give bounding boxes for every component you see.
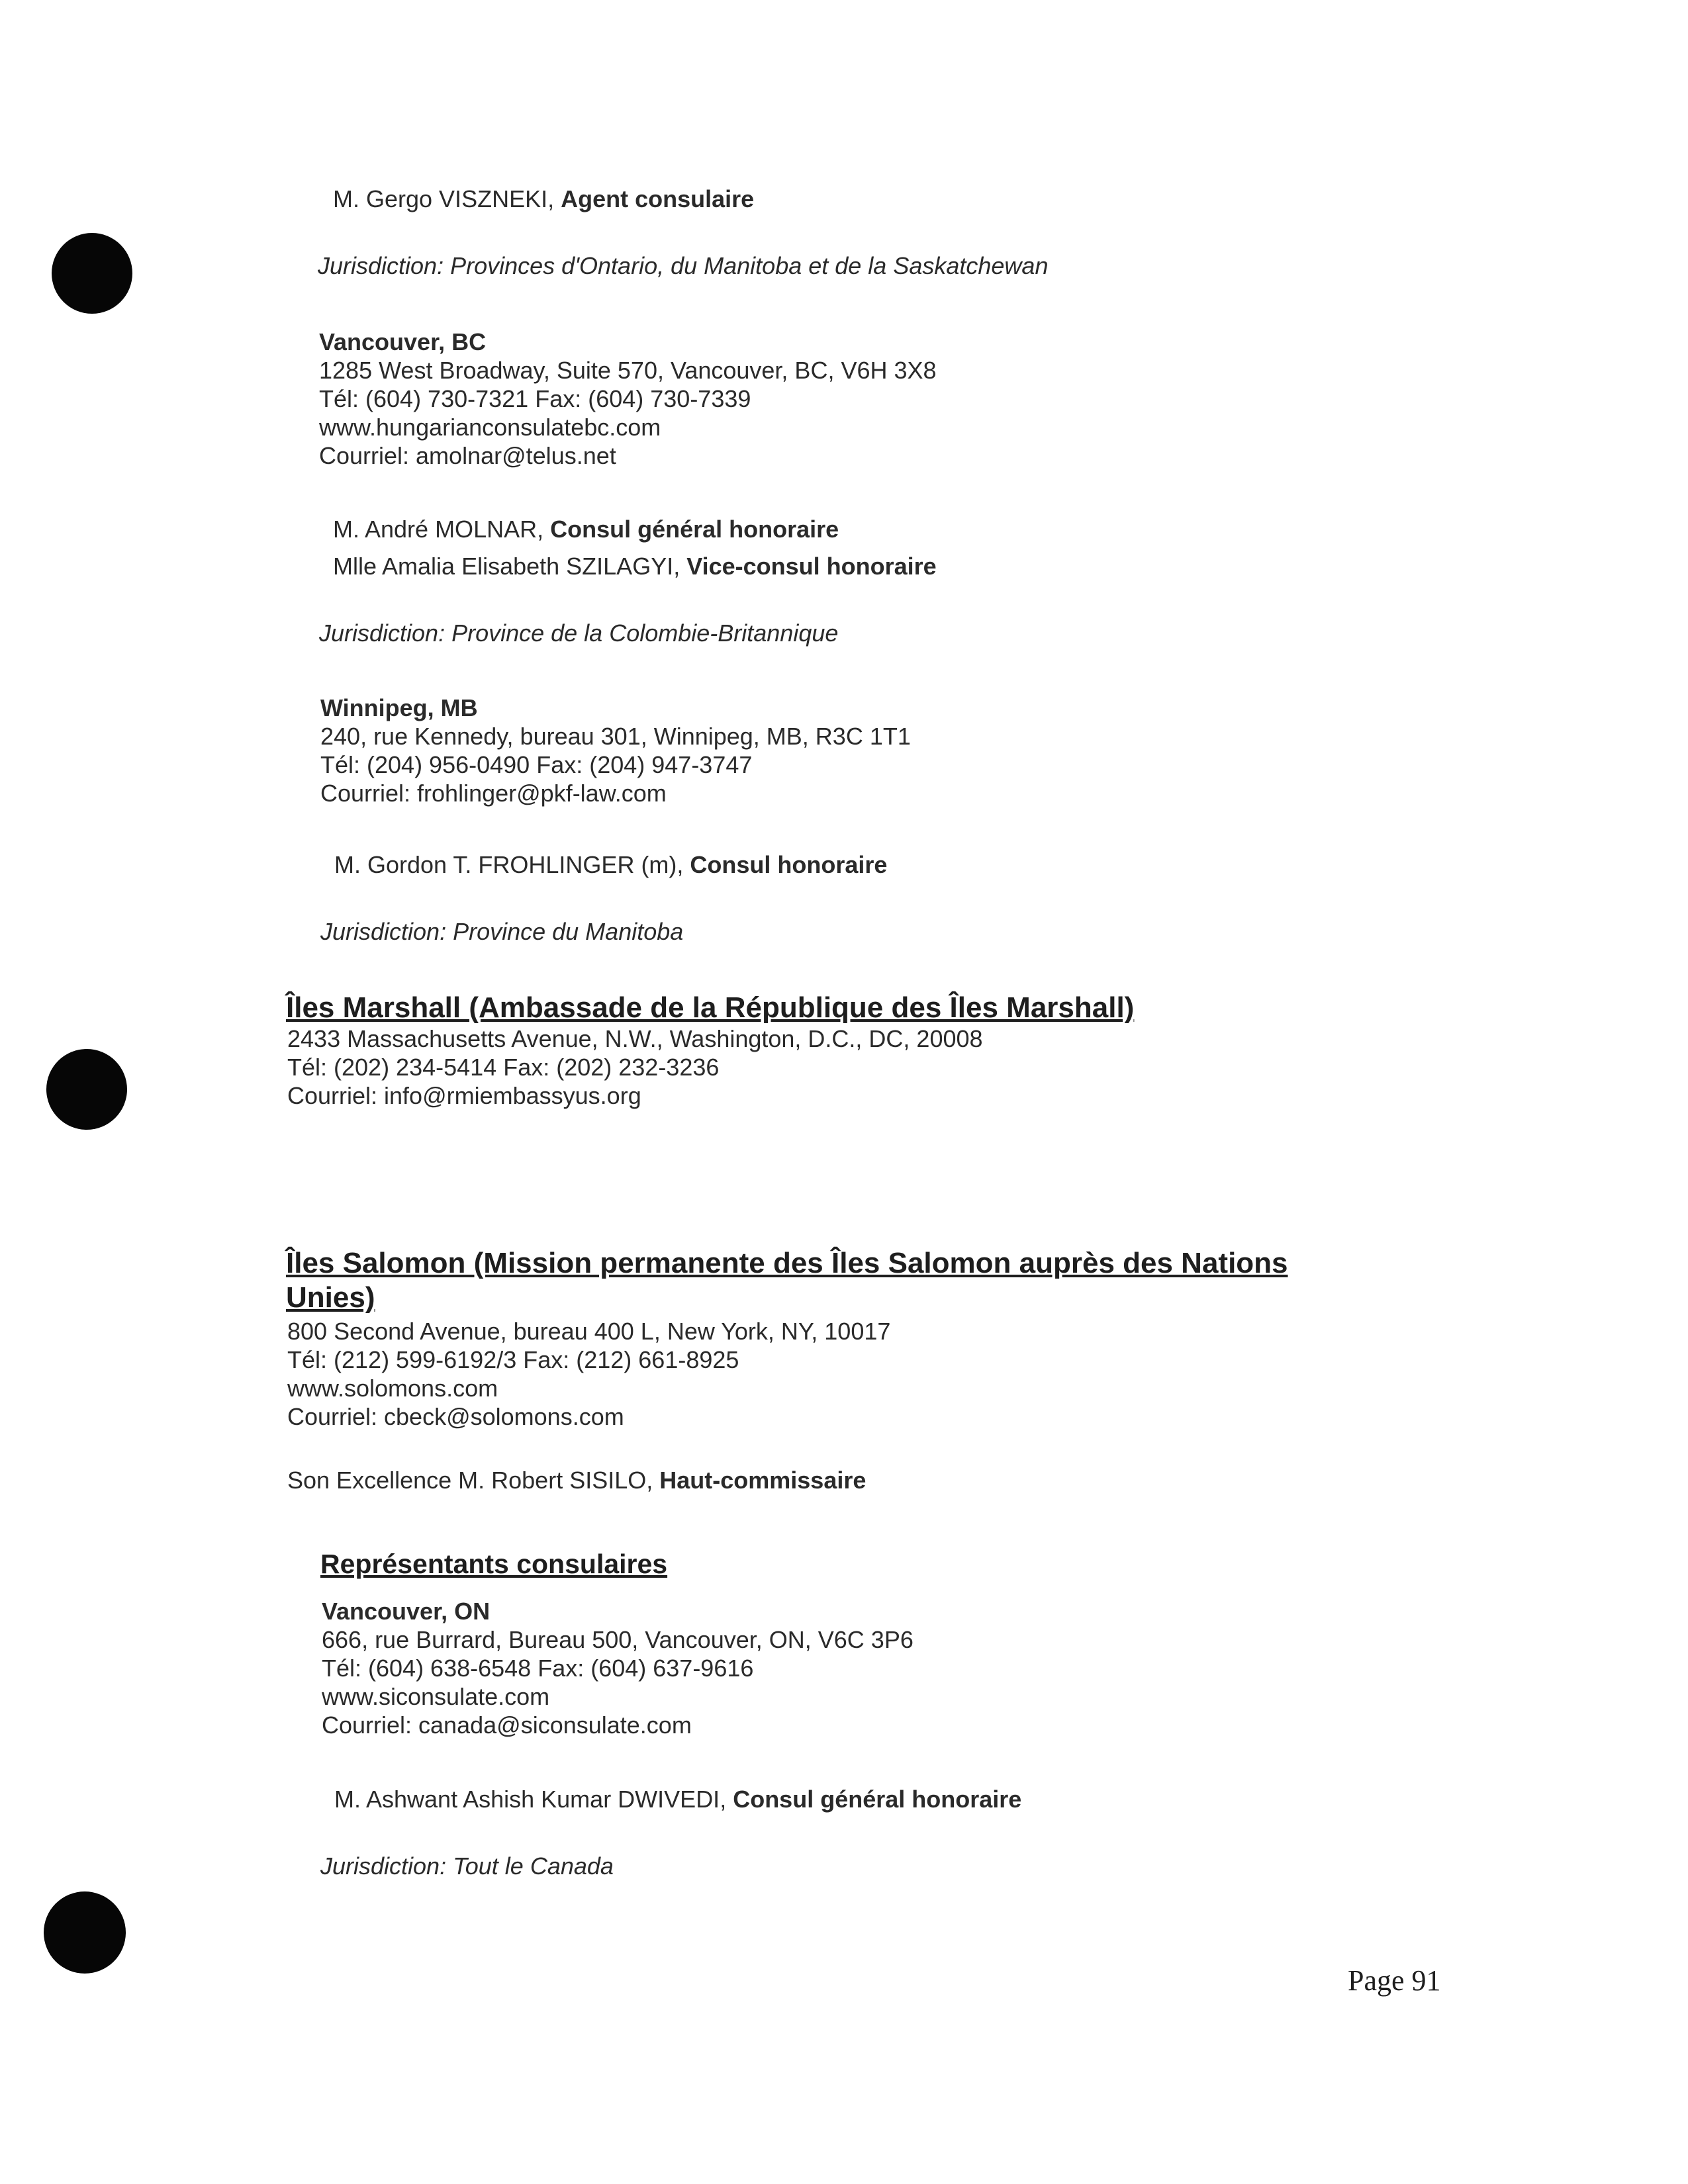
consul-honoraire-line <box>334 850 887 879</box>
vice-consul-line <box>333 552 937 580</box>
heading-line-1: Îles Salomon (Mission permanente des Îles Salomon auprès des Nations <box>286 1247 1288 1279</box>
heading-line-2: Unies) <box>286 1281 375 1314</box>
jurisdiction-ontario: Jurisdiction: Provinces d'Ontario, du Manitoba et de la Saskatchewan <box>318 252 1049 279</box>
person-title: Consul honoraire <box>690 851 888 878</box>
person-title: Vice-consul honoraire <box>686 553 937 580</box>
high-commissioner-line <box>287 1466 866 1494</box>
phone-fax: Tél: (604) 730-7321 Fax: (604) 730-7339 <box>319 385 751 412</box>
email[interactable]: Courriel: frohlinger@pkf-law.com <box>320 780 667 807</box>
email[interactable]: Courriel: canada@siconsulate.com <box>322 1711 692 1739</box>
solomon-consulate-block <box>322 1597 914 1739</box>
person-title: Consul général honoraire <box>733 1786 1022 1813</box>
city-heading: Vancouver, BC <box>319 328 487 355</box>
person-name: M. André MOLNAR, <box>333 516 551 543</box>
jurisdiction-manitoba: Jurisdiction: Province du Manitoba <box>320 918 684 945</box>
address: 666, rue Burrard, Bureau 500, Vancouver, ON, V6C 3P6 <box>322 1626 914 1653</box>
agent-title: Agent consulaire <box>561 185 755 212</box>
address: 1285 West Broadway, Suite 570, Vancouver, BC, V6H 3X8 <box>319 357 937 384</box>
agent-line <box>333 185 754 213</box>
website-link[interactable]: www.hungarianconsulatebc.com <box>319 414 661 441</box>
phone-fax: Tél: (212) 599-6192/3 Fax: (212) 661-8925 <box>287 1346 739 1373</box>
email[interactable]: Courriel: cbeck@solomons.com <box>287 1403 624 1430</box>
phone-fax: Tél: (204) 956-0490 Fax: (204) 947-3747 <box>320 751 753 778</box>
address: 800 Second Avenue, bureau 400 L, New York, NY, 10017 <box>287 1318 891 1345</box>
jurisdiction-canada: Jurisdiction: Tout le Canada <box>320 1852 614 1880</box>
page-number: Page 91 <box>1348 1964 1441 1997</box>
email[interactable]: Courriel: info@rmiembassyus.org <box>287 1082 641 1109</box>
vancouver-bc-block <box>319 328 937 470</box>
person-name: Son Excellence M. Robert SISILO, <box>287 1467 660 1494</box>
punch-hole-top <box>52 233 132 314</box>
city-heading: Winnipeg, MB <box>320 694 478 721</box>
address: 240, rue Kennedy, bureau 301, Winnipeg, MB, R3C 1T1 <box>320 723 911 750</box>
solomon-consul-line <box>334 1785 1021 1813</box>
marshall-block <box>287 1024 983 1110</box>
address: 2433 Massachusetts Avenue, N.W., Washington, D.C., DC, 20008 <box>287 1025 983 1052</box>
punch-hole-bottom <box>44 1891 126 1974</box>
email[interactable]: Courriel: amolnar@telus.net <box>319 442 616 469</box>
solomon-block <box>287 1317 890 1431</box>
consul-general-line <box>333 515 839 543</box>
person-title: Consul général honoraire <box>550 516 839 543</box>
section-heading-marshall: Îles Marshall (Ambassade de la République des Îles Marshall) <box>286 991 1135 1024</box>
consular-representatives-heading: Représentants consulaires <box>320 1549 668 1579</box>
person-name: M. Ashwant Ashish Kumar DWIVEDI, <box>334 1786 733 1813</box>
person-title: Haut-commissaire <box>659 1467 867 1494</box>
person-name: Mlle Amalia Elisabeth SZILAGYI, <box>333 553 687 580</box>
website-link[interactable]: www.solomons.com <box>287 1375 498 1402</box>
city-heading: Vancouver, ON <box>322 1598 491 1625</box>
punch-hole-middle <box>46 1049 127 1130</box>
jurisdiction-bc: Jurisdiction: Province de la Colombie-Britannique <box>319 619 839 647</box>
website-link[interactable]: www.siconsulate.com <box>322 1683 550 1710</box>
agent-name: M. Gergo VISZNEKI, <box>333 185 561 212</box>
phone-fax: Tél: (202) 234-5414 Fax: (202) 232-3236 <box>287 1054 720 1081</box>
section-heading-solomon <box>286 1246 1288 1315</box>
winnipeg-block <box>320 694 911 807</box>
person-name: M. Gordon T. FROHLINGER (m), <box>334 851 690 878</box>
phone-fax: Tél: (604) 638-6548 Fax: (604) 637-9616 <box>322 1655 754 1682</box>
